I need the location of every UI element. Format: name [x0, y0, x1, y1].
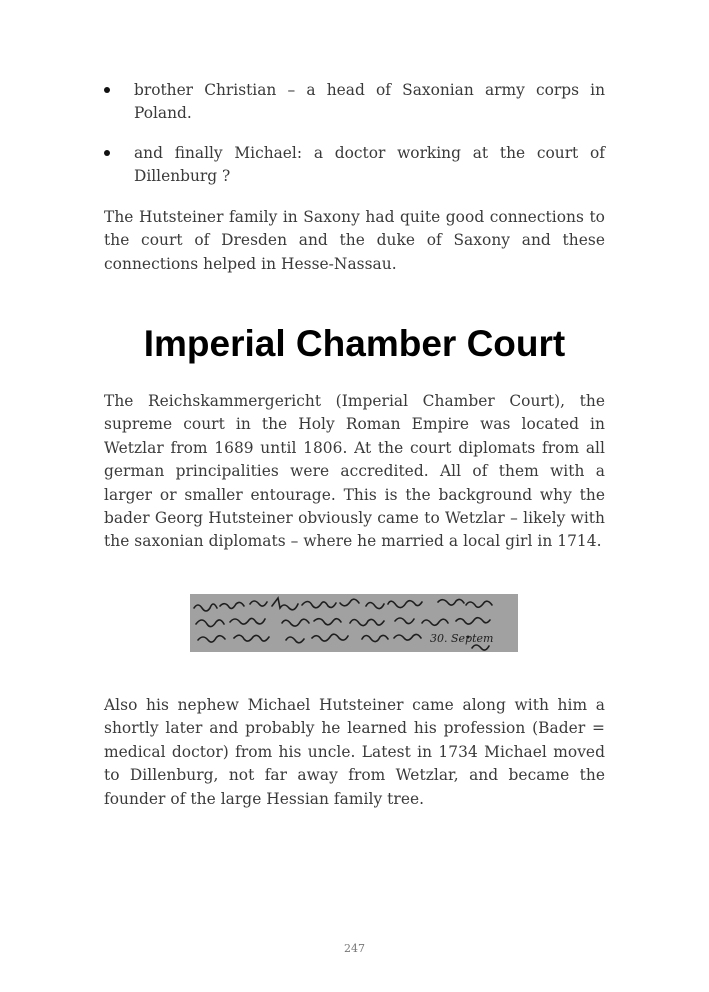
bullet-list — [104, 79, 605, 205]
nephew-paragraph: Also his nephew Michael Hutsteiner came along with him a shortly later and probably he learned his profession (Bader = medical doctor) from his uncle. Latest in 1734 Michael moved to Dillenburg, not far away from Wetzlar, and became the founder of the large Hessian family tree. — [104, 696, 605, 808]
manuscript-date-fragment: 30. Septem — [430, 632, 494, 645]
bullet-icon — [104, 150, 110, 156]
handwritten-record-icon — [190, 594, 518, 652]
list-item — [104, 79, 605, 126]
bullet-text: brother Christian – a head of Saxonian army corps in Poland. — [134, 81, 605, 123]
section-heading: Imperial Chamber Court — [143, 323, 566, 364]
intro-paragraph: The Hutsteiner family in Saxony had quite good connections to the court of Dresden and the duke of Saxony and these connections helped in Hesse-Nassau. — [104, 208, 605, 273]
page-number: 247 — [344, 942, 365, 955]
list-item — [104, 142, 605, 189]
bullet-text: and finally Michael: a doctor working at the court of Dillenburg ? — [134, 143, 605, 186]
court-paragraph: The Reichskammergericht (Imperial Chamber Court), the supreme court in the Holy Roman Empire was located in Wetzlar from 1689 until 1806. At the court diplomats from all german principalities were accredited. All of them with a larger or smaller entourage. This is the background why the bader Georg Hutsteiner obviously came to Wetzlar – likely with the saxonian diplomats – where he married a local girl in 1714. — [104, 392, 605, 551]
bullet-icon — [104, 87, 110, 93]
manuscript-image — [190, 594, 518, 652]
